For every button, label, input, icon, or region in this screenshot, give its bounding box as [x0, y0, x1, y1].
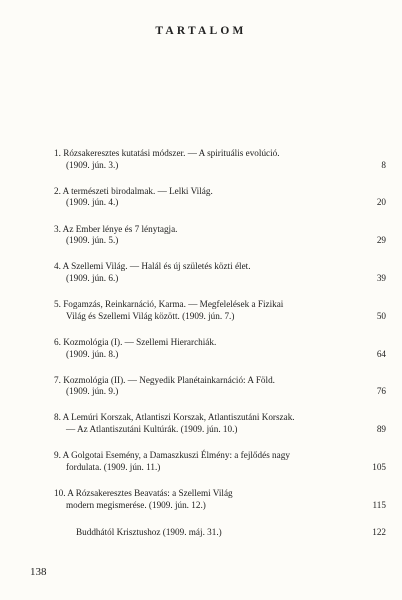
- toc-entry-date: fordulata. (1909. jún. 11.): [66, 461, 161, 472]
- toc-entry-3: [54, 224, 386, 247]
- toc-page-number: 29: [376, 235, 386, 246]
- toc-entry-date: (1909. jún. 5.): [66, 235, 119, 246]
- toc-page-number: 122: [372, 527, 386, 538]
- toc-entry-title: 8. A Lemúri Korszak, Atlantiszi Korszak, Atlantiszutáni Korszak.: [54, 412, 295, 423]
- toc-entry-2: [54, 186, 386, 209]
- toc-entry-1: [54, 148, 386, 171]
- toc-entry-date: modern megismerése. (1909. jún. 12.): [66, 499, 206, 510]
- toc-entry-title: 2. A természeti birodalmak. — Lelki Világ.: [54, 185, 213, 196]
- toc-page-number: 115: [372, 499, 386, 510]
- toc-entry-title: 5. Fogamzás, Reinkarnáció, Karma. — Megfelelések a Fizikai: [54, 299, 284, 310]
- toc-entry-date: Világ és Szellemi Világ között. (1909. jún. 7.): [66, 310, 235, 321]
- toc-entry-title: 3. Az Ember lénye és 7 lénytagja.: [54, 223, 178, 234]
- toc-entry-10: [54, 488, 386, 511]
- toc-entry-title: 6. Kozmológia (I). — Szellemi Hierarchiák.: [54, 336, 217, 347]
- toc-page-number: 105: [372, 461, 386, 472]
- toc-entry-4: [54, 261, 386, 284]
- toc-entry-9: [54, 450, 386, 473]
- toc-entry-6: [54, 337, 386, 360]
- toc-entry-8: [54, 412, 386, 435]
- toc-entry-title: 10. A Rózsakeresztes Beavatás: a Szellemi Világ: [54, 488, 233, 499]
- toc-page-number: 64: [376, 348, 386, 359]
- toc-entry-date: (1909. jún. 3.): [66, 159, 119, 170]
- toc-page-number: 50: [376, 310, 386, 321]
- toc-entry-title: 7. Kozmológia (II). — Negyedik Planétainkarnáció: A Föld.: [54, 374, 275, 385]
- toc-entry-date: (1909. jún. 9.): [66, 386, 119, 397]
- toc-entry-5: [54, 299, 386, 322]
- toc-entry-date: (1909. jún. 8.): [66, 348, 119, 359]
- toc-entry-final: [54, 527, 386, 539]
- page-folio-number: 138: [30, 566, 47, 578]
- page-title: TARTALOM: [155, 25, 247, 37]
- toc-page-number: 76: [376, 386, 386, 397]
- table-of-contents: [54, 148, 386, 553]
- toc-page-number: 8: [381, 159, 386, 170]
- toc-entry-title: 1. Rózsakeresztes kutatási módszer. — A spirituális evolúció.: [54, 148, 280, 158]
- toc-page-number: 39: [376, 272, 386, 283]
- toc-page-number: 20: [376, 197, 386, 208]
- toc-entry-date: (1909. jún. 6.): [66, 272, 119, 283]
- toc-page-number: 89: [376, 424, 386, 435]
- toc-entry-title: Buddhától Krisztushoz (1909. máj. 31.): [76, 527, 222, 538]
- toc-entry-title: 4. A Szellemi Világ. — Halál és új születés közti élet.: [54, 261, 251, 272]
- toc-entry-date: — Az Atlantiszutáni Kultúrák. (1909. jún. 10.): [66, 424, 238, 435]
- toc-entry-date: (1909. jún. 4.): [66, 197, 119, 208]
- toc-entry-title: 9. A Golgotai Esemény, a Damaszkuszi Élmény: a fejlődés nagy: [54, 450, 290, 461]
- toc-entry-7: [54, 375, 386, 398]
